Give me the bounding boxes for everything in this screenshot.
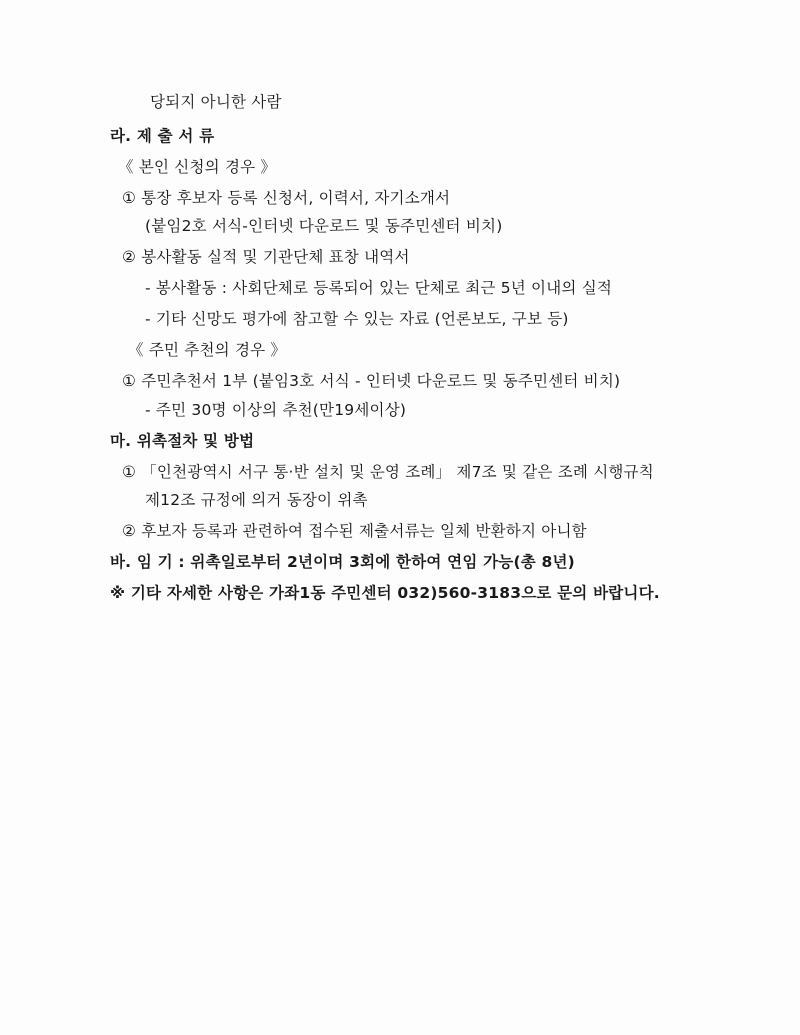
item-reference-materials: - 기타 신망도 평가에 참고할 수 있는 자료 (언론보도, 구보 등) (145, 310, 569, 328)
item-form2-note: (붙임2호 서식-인터넷 다운로드 및 동주민센터 비치) (145, 217, 503, 235)
contact-notice: ※ 기타 자세한 사항은 가좌1동 주민센터 032)560-3183으로 문의 바랍니다. (110, 584, 660, 602)
item-volunteer-records: ② 봉사활동 실적 및 기관단체 표창 내역서 (122, 248, 410, 266)
section-heading-appointment-procedure: 마. 위촉절차 및 방법 (110, 432, 255, 450)
section-heading-term: 바. 임 기 : 위촉일로부터 2년이며 3회에 한하여 연임 가능(총 8년) (110, 553, 575, 571)
section-heading-submission-documents: 라. 제 출 서 류 (110, 127, 215, 145)
item-recommendation-form: ① 주민추천서 1부 (붙임3호 서식 - 인터넷 다운로드 및 동주민센터 비치) (122, 372, 621, 390)
text-line-not-applicable-person: 당되지 아니한 사람 (150, 93, 282, 111)
item-application-documents: ① 통장 후보자 등록 신청서, 이력서, 자기소개서 (122, 189, 451, 207)
item-ordinance-continuation: 제12조 규정에 의거 동장이 위촉 (145, 491, 368, 509)
item-no-return-documents: ② 후보자 등록과 관련하여 접수된 제출서류는 일체 반환하지 아니함 (122, 522, 587, 540)
subheading-self-application: 《 본인 신청의 경우 》 (118, 158, 277, 176)
item-recommendation-requirement: - 주민 30명 이상의 추천(만19세이상) (145, 401, 407, 419)
subheading-resident-recommendation: 《 주민 추천의 경우 》 (128, 341, 287, 359)
item-volunteer-detail: - 봉사활동 : 사회단체로 등록되어 있는 단체로 최근 5년 이내의 실적 (145, 279, 613, 297)
item-ordinance-reference: ① 「인천광역시 서구 통·반 설치 및 운영 조례」 제7조 및 같은 조례 시행규칙 (122, 463, 654, 481)
